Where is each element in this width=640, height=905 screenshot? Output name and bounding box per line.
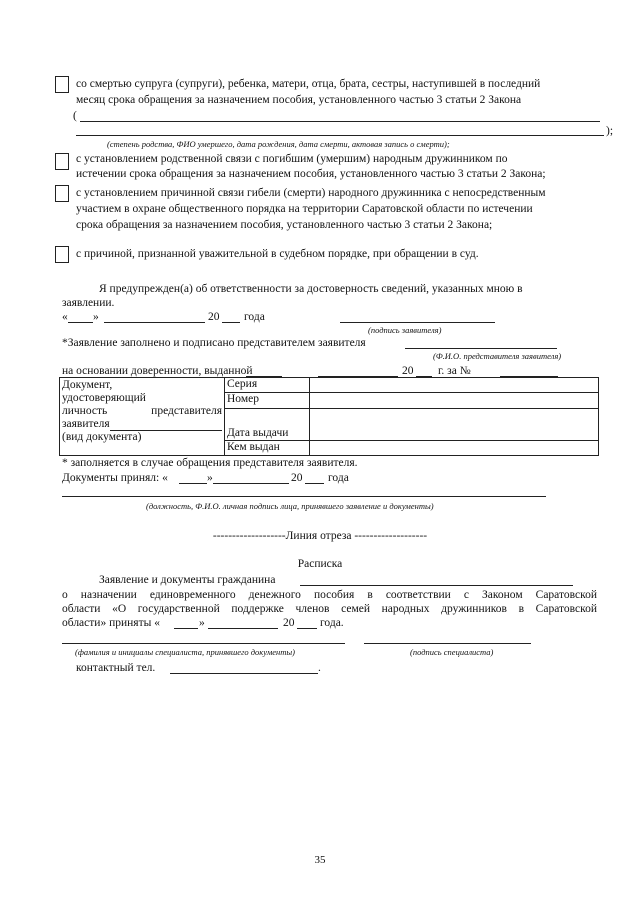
accepted-day-field[interactable] [179, 483, 207, 484]
id-number-value[interactable] [310, 393, 599, 408]
receipt-day-field[interactable] [174, 628, 198, 629]
checkbox-kinship[interactable] [55, 153, 69, 170]
id-document-label-cell [60, 378, 225, 456]
id-document-label-row4 [62, 418, 222, 431]
receipt-line1: Заявление и документы гражданина [99, 574, 276, 586]
warning-date-open: « [62, 311, 68, 323]
id-document-label-2: удостоверяющий [62, 392, 146, 404]
option-causal-line3: срока обращения за назначением пособия, установленного частью 3 статьи 2 Закона; [76, 219, 493, 231]
receipt-year-suffix: года. [320, 617, 344, 629]
receipt-hint-right: (подпись специалиста) [410, 647, 494, 657]
receipt-hint-left: (фамилия и инициалы специалиста, принявшего документы) [75, 647, 295, 657]
option-death-fill-line2[interactable] [76, 135, 604, 136]
warning-year-prefix: 20 [208, 311, 220, 323]
receipt-title: Расписка [297, 558, 343, 570]
accepted-label: Документы принял: « [62, 472, 168, 484]
receipt-year-prefix: 20 [283, 617, 295, 629]
receipt-line4-a: области» приняты « [62, 617, 160, 629]
accepted-hint: (должность, Ф.И.О. личная подпись лица, принявшего заявление и документы) [146, 501, 434, 511]
representative-line: *Заявление заполнено и подписано представителем заявителя [62, 337, 366, 349]
receipt-phone-field[interactable] [170, 673, 318, 674]
id-document-label-row3 [62, 405, 222, 418]
warning-date-close: » [93, 311, 99, 323]
id-document-label-6: (вид документа) [62, 431, 142, 443]
receipt-citizen-field[interactable] [300, 585, 573, 586]
accepted-year-field[interactable] [305, 483, 324, 484]
checkbox-causal[interactable] [55, 185, 69, 202]
representative-fio-hint: (Ф.И.О. представителя заявителя) [433, 351, 562, 361]
id-issue-date-value[interactable] [310, 408, 599, 440]
option-causal-line2: участием в охране общественного порядка на территории Саратовской области по истечении [76, 203, 533, 215]
warning-signature-field[interactable] [340, 322, 495, 323]
accepted-year-prefix: 20 [291, 472, 303, 484]
representative-fio-field[interactable] [405, 348, 557, 349]
id-series-label: Серия [225, 378, 310, 393]
representative-basis: на основании доверенности, выданной [62, 365, 253, 377]
id-issued-by-label: Кем выдан [225, 440, 310, 455]
accepted-month-field[interactable] [213, 483, 289, 484]
receipt-line3: области «О государственной поддержке членов семей народных дружинников в Саратовской [62, 603, 597, 615]
accepted-year-suffix: года [328, 472, 349, 484]
receipt-line4-b: » [199, 617, 205, 629]
option-death-open-paren: ( [73, 110, 77, 122]
option-court-line1: с причиной, признанной уважительной в судебном порядке, при обращении в суд. [76, 248, 479, 260]
receipt-specialist-name-field[interactable] [62, 643, 345, 644]
cut-line: -------------------Линия отреза ------------------- [212, 530, 428, 542]
id-document-label-1: Документ, [62, 379, 113, 391]
id-number-label: Номер [225, 393, 310, 408]
receipt-phone-end: . [318, 662, 321, 674]
option-causal-line1: с установлением причинной связи гибели (смерти) народного дружинника с непосредственным [76, 187, 546, 199]
accepted-date-close: » [207, 472, 213, 484]
receipt-phone-label: контактный тел. [76, 662, 156, 674]
receipt-specialist-signature-field[interactable] [364, 643, 531, 644]
receipt-year-field[interactable] [297, 628, 317, 629]
option-death-line1: со смертью супруга (супруги), ребенка, матери, отца, брата, сестры, наступившей в последний [76, 78, 541, 90]
footnote: * заполняется в случае обращения представителя заявителя. [62, 457, 358, 469]
representative-year-prefix: 20 [402, 365, 414, 377]
id-issue-date-label: Дата выдачи [225, 408, 310, 440]
option-death-line2: месяц срока обращения за назначением пособия, установленного частью 3 статьи 2 Закона [76, 94, 522, 106]
warning-year-field[interactable] [222, 322, 240, 323]
option-death-fill-line1[interactable] [80, 121, 600, 122]
page-number: 35 [314, 854, 326, 866]
warning-month-field[interactable] [104, 322, 205, 323]
option-kinship-line2: истечении срока обращения за назначением пособия, установленного частью 3 статьи 2 Закона; [76, 168, 546, 180]
id-document-type-field[interactable] [110, 419, 222, 431]
receipt-line2: о назначении единовременного денежного пособия в соответствии с Законом Саратовской [62, 589, 597, 601]
option-death-hint: (степень родства, ФИО умершего, дата рождения, дата смерти, актовая запись о смерти); [107, 139, 450, 149]
id-document-label-3: личность [62, 405, 108, 417]
warning-day-field[interactable] [68, 322, 93, 323]
id-issued-by-value[interactable] [310, 440, 599, 455]
checkbox-court[interactable] [55, 246, 69, 263]
checkbox-death[interactable] [55, 76, 69, 93]
warning-sign-hint: (подпись заявителя) [368, 325, 442, 335]
representative-number-label: г. за № [438, 365, 471, 377]
id-series-value[interactable] [310, 378, 599, 393]
option-death-close: ); [606, 125, 614, 137]
id-document-label-5: заявителя [62, 418, 110, 430]
receipt-month-field[interactable] [208, 628, 278, 629]
id-document-label-4: представителя [151, 405, 222, 417]
option-kinship-line1: с установлением родственной связи с погибшим (умершим) народным дружинником по [76, 153, 508, 165]
id-document-table [59, 377, 599, 456]
accepted-signature-field[interactable] [62, 496, 546, 497]
warning-year-suffix: года [244, 311, 265, 323]
warning-line2: заявлении. [62, 297, 115, 309]
warning-line1: Я предупрежден(а) об ответственности за достоверность сведений, указанных мною в [99, 283, 523, 295]
